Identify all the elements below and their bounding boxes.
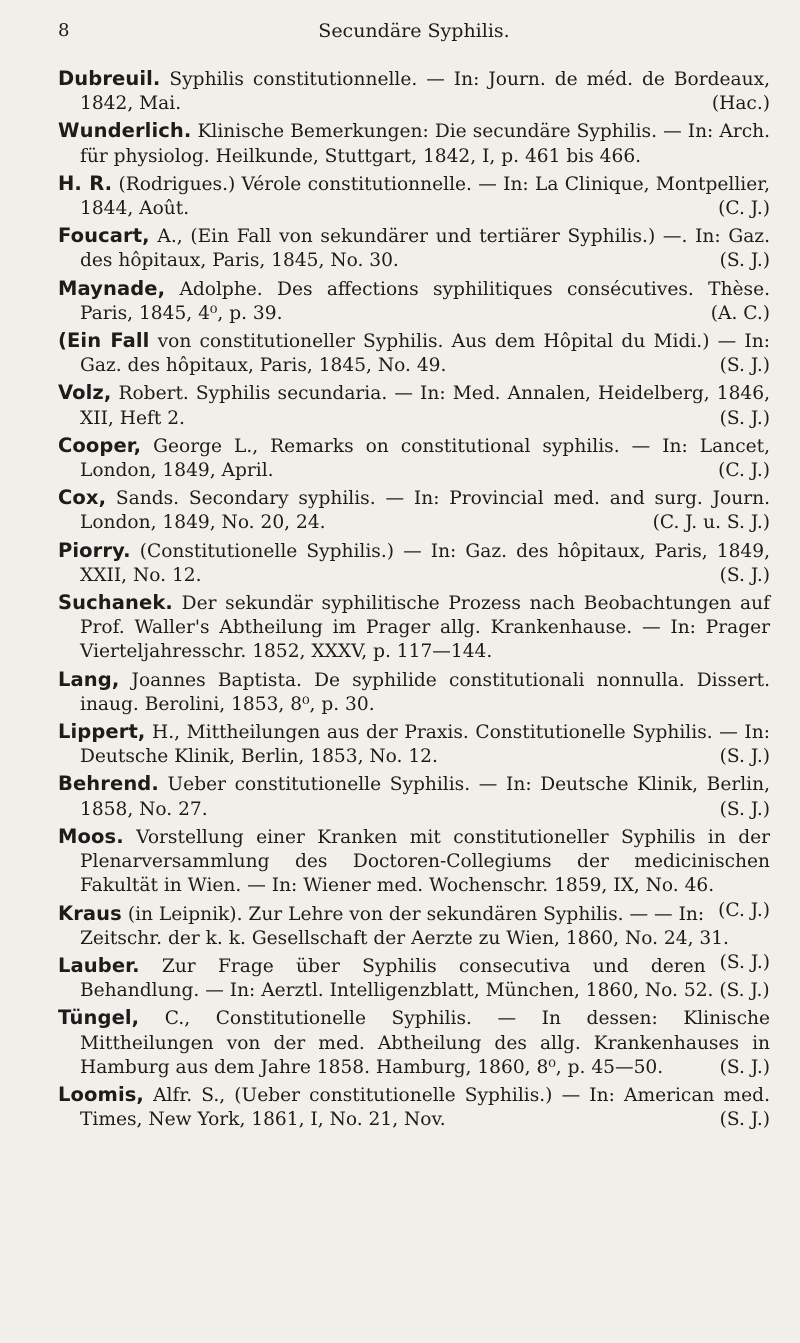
entry-author: Dubreuil. <box>58 67 161 90</box>
entry-author: Kraus <box>58 901 122 925</box>
entry-citation: Adolphe. Des affections syphilitiques consécutives. Thèse. Paris, 1845, 4⁰, p. 39. <box>80 278 771 324</box>
bibliography-entry <box>58 539 770 588</box>
entry-source: (S. J.) <box>719 250 770 272</box>
entry-author: Piorry. <box>58 538 131 562</box>
entry-source: (S. J.) <box>719 798 770 820</box>
entry-source: (S. J.) <box>719 951 770 973</box>
entry-citation: Robert. Syphilis secundaria. — In: Med. Annalen, Heidelberg, 1846, XII, Heft 2. <box>80 383 770 429</box>
entry-citation: (Constitutionelle Syphilis.) — In: Gaz. des hôpitaux, Paris, 1849, XXII, No. 12. <box>80 540 770 586</box>
bibliography-entry <box>58 434 770 483</box>
entry-citation: C., Constitutionelle Syphilis. — In dessen: Klinische Mittheilungen von der med. Abtheilung des allg. Krankenhauses in Hamburg aus dem Jahre 1858. Hamburg, 1860, 8⁰, p. 45—50. <box>80 1008 770 1078</box>
page-number: 8 <box>58 20 70 41</box>
entry-source: (C. J.) <box>718 198 770 220</box>
entry-source: (S. J.) <box>719 355 770 377</box>
bibliography-entry <box>58 277 770 326</box>
entry-citation: Syphilis constitutionnelle. — In: Journ. de méd. de Bordeaux, 1842, Mai. <box>80 69 770 115</box>
bibliography-entry <box>58 591 770 665</box>
entry-citation: Der sekundär syphilitische Prozess nach Beobachtungen auf Prof. Waller's Abtheilung im Prager allg. Krankenhause. — In: Prager Vierteljahresschr. 1852, XXXV, p. 117—144. <box>80 593 770 663</box>
entry-author: Foucart, <box>58 224 150 248</box>
entry-citation: Vorstellung einer Kranken mit constitutioneller Syphilis in der Plenarversammlung des Doctoren-Collegiums der medicinischen Fakultät in Wien. — In: Wiener med. Wochenschr. 1859, IX, No. 46. <box>80 826 770 897</box>
bibliography-entry <box>58 1006 770 1080</box>
entry-citation: Zur Frage über Syphilis consecutiva und deren Behandlung. — In: Aerztl. Intelligenzblatt, München, 1860, No. 52. (S. J.) <box>80 955 770 1002</box>
entry-citation: George L., Remarks on constitutional syphilis. — In: Lancet, London, 1849, April. <box>80 435 770 482</box>
entry-citation: Alfr. S., (Ueber constitutionelle Syphilis.) — In: American med. Times, New York, 1861, I, No. 21, Nov. <box>80 1084 770 1131</box>
entry-citation: Joannes Baptista. De syphilide constitutionali nonnulla. Dissert. inaug. Berolini, 1853, 8⁰, p. 30. <box>80 669 770 715</box>
entry-citation: (in Leipnik). Zur Lehre von der sekundären Syphilis. — — In: Zeitschr. der k. k. Gesellschaft der Aerzte zu Wien, 1860, No. 24, 31. <box>80 903 729 949</box>
bibliography-entry <box>58 1083 770 1132</box>
bibliography-entry <box>58 772 770 821</box>
entry-author: Lauber. <box>58 953 140 977</box>
entry-source: (S. J.) <box>719 746 770 768</box>
running-title: Secundäre Syphilis. <box>318 20 510 42</box>
bibliography-entry <box>58 668 770 717</box>
entry-citation: Sands. Secondary syphilis. — In: Provincial med. and surg. Journ. London, 1849, No. 20, 24. <box>80 488 770 534</box>
entry-author: Loomis, <box>58 1082 144 1106</box>
bibliography-entry <box>58 720 770 769</box>
entry-author: Lippert, <box>58 720 146 744</box>
entry-author: Wunderlich. <box>58 119 192 143</box>
bibliography-entry <box>58 67 770 116</box>
entry-author: Behrend. <box>58 772 159 796</box>
entry-citation: (Rodrigues.) Vérole constitutionnelle. — In: La Clinique, Montpellier, 1844, Août. <box>80 173 770 220</box>
bibliography-entry <box>58 172 770 221</box>
entry-author: H. R. <box>58 171 113 195</box>
entry-author: Volz, <box>58 381 112 405</box>
entry-citation: von constitutioneller Syphilis. Aus dem Hôpital du Midi.) — In: Gaz. des hôpitaux, Paris, 1845, No. 49. <box>80 331 770 377</box>
entry-source: (Hac.) <box>711 93 770 115</box>
entry-citation: Ueber constitutionelle Syphilis. — In: Deutsche Klinik, Berlin, 1858, No. 27. <box>80 774 770 820</box>
entry-author: Cox, <box>58 486 107 510</box>
bibliography-entry <box>58 381 770 430</box>
entry-citation: A., (Ein Fall von sekundärer und tertiärer Syphilis.) —. In: Gaz. des hôpitaux, Paris, 1845, No. 30. <box>80 226 771 272</box>
entry-source: (S. J.) <box>719 564 770 586</box>
entry-author: (Ein Fall <box>58 329 150 353</box>
entry-author: Maynade, <box>58 276 166 300</box>
bibliography-entry <box>58 119 770 168</box>
bibliography-entry <box>58 329 770 378</box>
entry-source: (C. J.) <box>718 899 770 921</box>
entry-citation: Klinische Bemerkungen: Die secundäre Syphilis. — In: Arch. für physiolog. Heilkunde, Stuttgart, 1842, I, p. 461 bis 466. <box>80 121 770 167</box>
entry-author: Lang, <box>58 667 120 691</box>
bibliography-entry <box>58 954 770 1003</box>
entry-author: Tüngel, <box>58 1006 140 1030</box>
entry-source: (C. J. u. S. J.) <box>652 512 770 534</box>
entry-source: (S. J.) <box>719 1056 770 1078</box>
entry-author: Moos. <box>58 824 124 848</box>
page-header <box>58 20 770 56</box>
entry-source: (C. J.) <box>718 460 770 482</box>
entry-author: Suchanek. <box>58 591 173 615</box>
entry-citation: H., Mittheilungen aus der Praxis. Constitutionelle Syphilis. — In: Deutsche Klinik, Berlin, 1853, No. 12. <box>80 722 770 768</box>
bibliography-entry <box>58 486 770 535</box>
bibliography-list <box>58 67 770 1135</box>
entry-source: (S. J.) <box>719 1109 770 1131</box>
entry-source: (S. J.) <box>719 407 770 429</box>
entry-author: Cooper, <box>58 433 142 457</box>
bibliography-entry <box>58 224 770 273</box>
entry-source: (A. C.) <box>710 302 770 324</box>
